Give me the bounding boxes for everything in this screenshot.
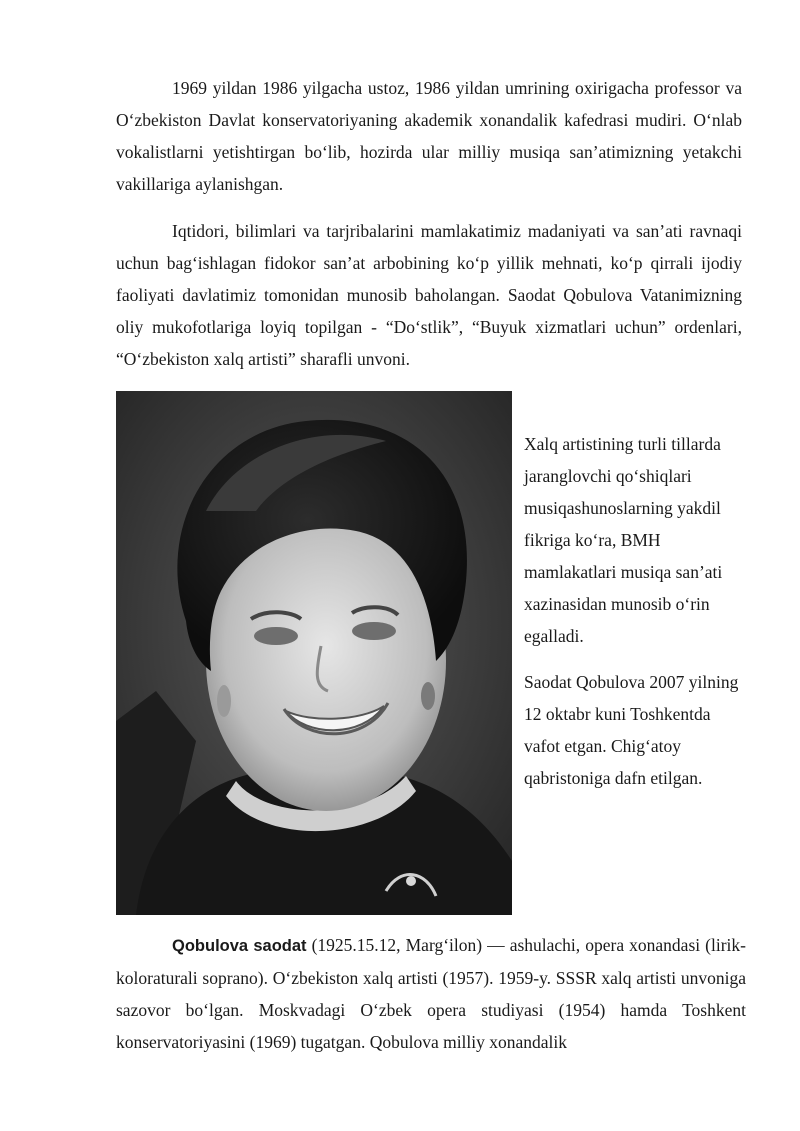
bio-name: Qobulova saodat [172, 937, 307, 955]
portrait-photo [116, 391, 512, 915]
portrait-illustration [116, 391, 512, 915]
paragraph-awards: Iqtidori, bilimlari va tarjribalarini mamlakatimiz madaniyati va san’ati ravnaqi uchun bag‘ishlagan fidokor san’at arbobining ko‘p yillik mehnati, ko‘p qirrali ijodiy faoliyati davlatimiz tomonidan munosib baholangan. Saodat Qobulova Vatanimizning oliy mukofotlariga loyiq topilgan - “Do‘stlik”, “Buyuk xizmatlari uchun” ordenlari, “O‘zbekiston xalq artisti” sharafli unvoni. [116, 221, 742, 369]
side-text-death: Saodat Qobulova 2007 yilning 12 oktabr kuni Toshkentda vafot etgan. Chig‘atoy qabristoniga dafn etilgan. [524, 672, 739, 788]
bio-text: (1925.15.12, Marg‘ilon) — ashulachi, opera xonandasi (lirik-koloraturali soprano). O‘zbekiston xalq artisti (1957). 1959-y. SSSR xalq artisti unvoniga sazovor bo‘lgan. Moskvadagi O‘zbek opera studiyasi (1954) hamda Toshkent konservatoriyasini (1969) tugatgan. Qobulova milliy xonandalik [116, 935, 746, 1052]
side-text-songs: Xalq artistining turli tillarda jaranglovchi qo‘shiqlari musiqashunoslarning yakdil fikriga ko‘ra, BMH mamlakatlari musiqa san’ati xazinasidan munosib o‘rin egalladi. [524, 434, 723, 646]
paragraph-teaching-career: 1969 yildan 1986 yilgacha ustoz, 1986 yildan umrining oxirigacha professor va O‘zbekiston Davlat konservatoriyaning akademik xonandalik kafedrasi mudiri. O‘nlab vokalistlarni yetishtirgan bo‘lib, hozirda ular milliy musiqa san’atimizning yetakchi vakillariga aylanishgan. [116, 78, 742, 194]
biography-paragraph [116, 929, 746, 1058]
